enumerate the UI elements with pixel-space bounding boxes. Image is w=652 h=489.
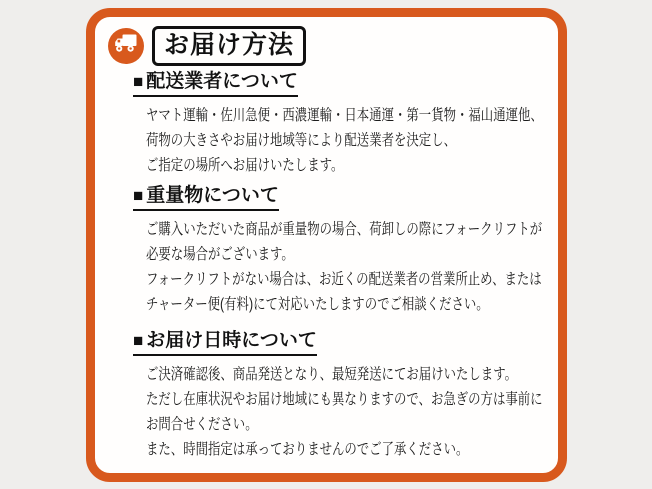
body-line: また、時間指定は承っておりませんのでご了承ください。 [146,440,469,458]
sections [133,67,544,462]
header [108,27,558,65]
section-delivery-datetime [133,317,544,462]
body-line: チャーター便(有料)にて対応いたしますのでご相談ください。 [146,295,489,313]
section-body [146,362,543,462]
square-bullet-icon: ■ [133,330,144,350]
section-heading-text: お届け日時について [146,329,317,351]
truck-icon [112,30,140,63]
section-heading [133,330,317,356]
section-heading-text: 重量物について [146,184,279,206]
body-line: ご指定の場所へお届けいたします。 [146,156,344,174]
body-line: ただし在庫状況やお届け地域にも異なりますので、お急ぎの方は事前に [146,390,543,408]
square-bullet-icon: ■ [133,185,144,205]
square-bullet-icon: ■ [133,72,144,91]
body-line: フォークリフトがない場合は、お近くの配送業者の営業所止め、または [146,270,542,288]
body-line: ご購入いただいた商品が重量物の場合、荷卸しの際にフォークリフトが [146,220,543,238]
section-body [146,217,543,317]
orange-rounded-frame [86,8,567,482]
section-heavy-items [133,178,544,317]
section-heading-text: 配送業者について [146,71,298,92]
page-title: お届け方法 [152,26,306,66]
body-line: ご決済確認後、商品発送となり、最短発送にてお届けいたします。 [146,365,518,383]
body-line: ヤマト運輸・佐川急便・西濃運輸・日本通運・第一貨物・福山通運他、 [146,106,543,124]
body-line: 必要な場合がございます。 [146,245,294,263]
truck-badge [108,28,144,64]
section-body [146,103,543,178]
body-line: 荷物の大きさやお届け地域等により配送業者を決定し、 [146,131,457,149]
section-heading [133,71,298,97]
body-line: お問合せください。 [146,415,258,433]
section-heading [133,185,279,211]
section-delivery-companies [133,67,544,178]
